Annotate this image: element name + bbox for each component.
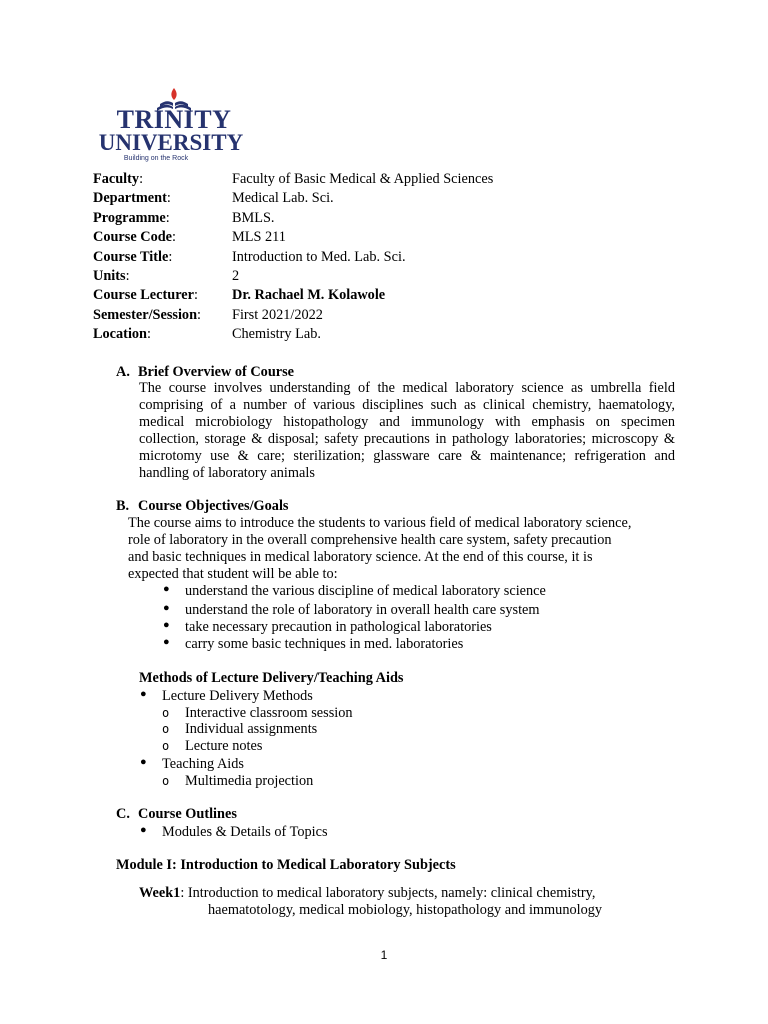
module-1-heading: Module I: Introduction to Medical Laboratory Subjects	[116, 857, 456, 873]
info-label: Programme	[93, 209, 166, 226]
info-label: Semester/Session	[93, 306, 198, 323]
objectives-intro-line: and basic techniques in medical laboratory science. At the end of this course, it is	[128, 549, 593, 565]
trinity-logo-icon	[94, 84, 254, 164]
info-label: Course Code	[93, 229, 173, 246]
bullet-icon: ●	[140, 756, 147, 768]
circle-bullet-icon: o	[162, 739, 170, 753]
section-letter: C.	[116, 806, 130, 822]
info-value: Medical Lab. Sci.	[232, 190, 334, 207]
page-number: 1	[380, 948, 388, 962]
info-label: Course Title	[93, 248, 169, 265]
week-1-line	[139, 885, 595, 902]
week-text: : Introduction to medical laboratory subjects, namely: clinical chemistry,	[180, 885, 596, 901]
bullet-icon: ●	[140, 688, 147, 700]
info-value: Faculty of Basic Medical & Applied Sciences	[232, 171, 494, 187]
section-b-heading	[116, 498, 289, 515]
section-a-heading	[116, 364, 294, 381]
info-value: Dr. Rachael M. Kolawole	[232, 287, 386, 304]
section-a-body: The course involves understanding of the medical laboratory science as umbrella field comprising of a number of various disciplines such as clinical chemistry, haematology, medical microbiology histopathology and immunology with emphasis on specimen collection, storage & disposal; safety precautions in pathology laboratories; microscopy & microtomy use & care; sterilization; glassware care & maintenance; refrigeration and handling of laboratory animals	[139, 380, 675, 482]
logo-tagline: Building on the Rock	[123, 155, 189, 162]
info-value: Chemistry Lab.	[232, 326, 321, 343]
bullet-icon: ●	[163, 583, 170, 595]
objectives-intro-line: role of laboratory in the overall comprehensive health care system, safety precaution	[128, 532, 612, 548]
circle-bullet-icon: o	[162, 706, 170, 720]
info-label: Location	[93, 326, 148, 343]
logo-line1: TRINITY	[116, 105, 232, 134]
section-title: Course Outlines	[138, 806, 237, 822]
circle-bullet-icon: o	[162, 774, 170, 788]
info-label: Department	[93, 190, 167, 207]
logo-line2: UNIVERSITY	[98, 130, 244, 155]
bullet-icon: ●	[163, 619, 170, 631]
info-value: Introduction to Med. Lab. Sci.	[232, 248, 406, 265]
info-value: BMLS.	[232, 209, 275, 226]
week-label: Week1	[139, 885, 181, 901]
bullet-icon: ●	[140, 824, 147, 836]
university-logo	[94, 84, 254, 164]
objectives-intro-line: expected that student will be able to:	[128, 566, 338, 582]
info-label: Units	[93, 267, 126, 284]
objectives-intro-line: The course aims to introduce the students to various field of medical laboratory science,	[128, 515, 632, 531]
info-value: MLS 211	[232, 229, 286, 246]
methods-heading: Methods of Lecture Delivery/Teaching Aids	[139, 670, 404, 686]
bullet-icon: ●	[163, 602, 170, 614]
section-title: Brief Overview of Course	[138, 364, 295, 380]
week-1-line-2: haematotology, medical mobiology, histopathology and immunology	[208, 902, 603, 918]
info-label: Faculty	[93, 171, 140, 187]
section-letter: A.	[116, 364, 130, 380]
bullet-icon: ●	[163, 636, 170, 648]
section-c-heading	[116, 806, 237, 823]
info-value: First 2021/2022	[232, 306, 323, 323]
circle-bullet-icon: o	[162, 722, 170, 736]
info-value: 2	[232, 267, 240, 284]
section-title: Course Objectives/Goals	[138, 498, 289, 514]
section-letter: B.	[116, 498, 130, 514]
info-label: Course Lecturer	[93, 287, 194, 304]
document-page: TRINITY UNIVERSITY Building on the Rock Faculty: Faculty of Basic Medical & Applied Sciences Department: Medical Lab. Sci. Programme: BMLS. Course Code: MLS 211 Course Title: Introduction to Med. Lab. Sci. Units: 2 Course Lecturer: Dr. Rachael M. Kolawole Semester/Session: First 2021/2022 Location: Chemistry Lab. A. Brief Overview of Course The course involves understanding of the medical laboratory science as umbrella field comprising of a number of various disciplines such as clinical chemistry, haematology, medical microbiology histopathology and immunology with emphasis on specimen collection, storage & disposal; safety precautions in pathology laboratories; microscopy & microtomy use & care; sterilization; glassware care & maintenance; refrigeration and handling of laboratory animals B. Course Objectives/Goals The course aims to introduce the students to various field of medical laboratory science, role of laboratory in the overall comprehensive health care system, safety precaution and basic techniques in medical laboratory science. At the end of this course, it is expected that student will be able to: ● understand the various discipline of medical laboratory science ● understand the role of laboratory in overall health care system ● take necessary precaution in pathological laboratories ● carry some basic techniques in med. laboratories Methods of Lecture Delivery/Teaching Aids ● Lecture Delivery Methods o Interactive classroom session o Individual assignments o Lecture notes ● Teaching Aids o Multimedia projection C. Course Outlines ● Modules & Details of Topics Module I: Introduction to Medical Laboratory Subjects Week1: Introduction to medical laboratory subjects, namely: clinical chemistry, haematotology, medical mobiology, histopathology and immunology 1	[0, 0, 768, 1024]
